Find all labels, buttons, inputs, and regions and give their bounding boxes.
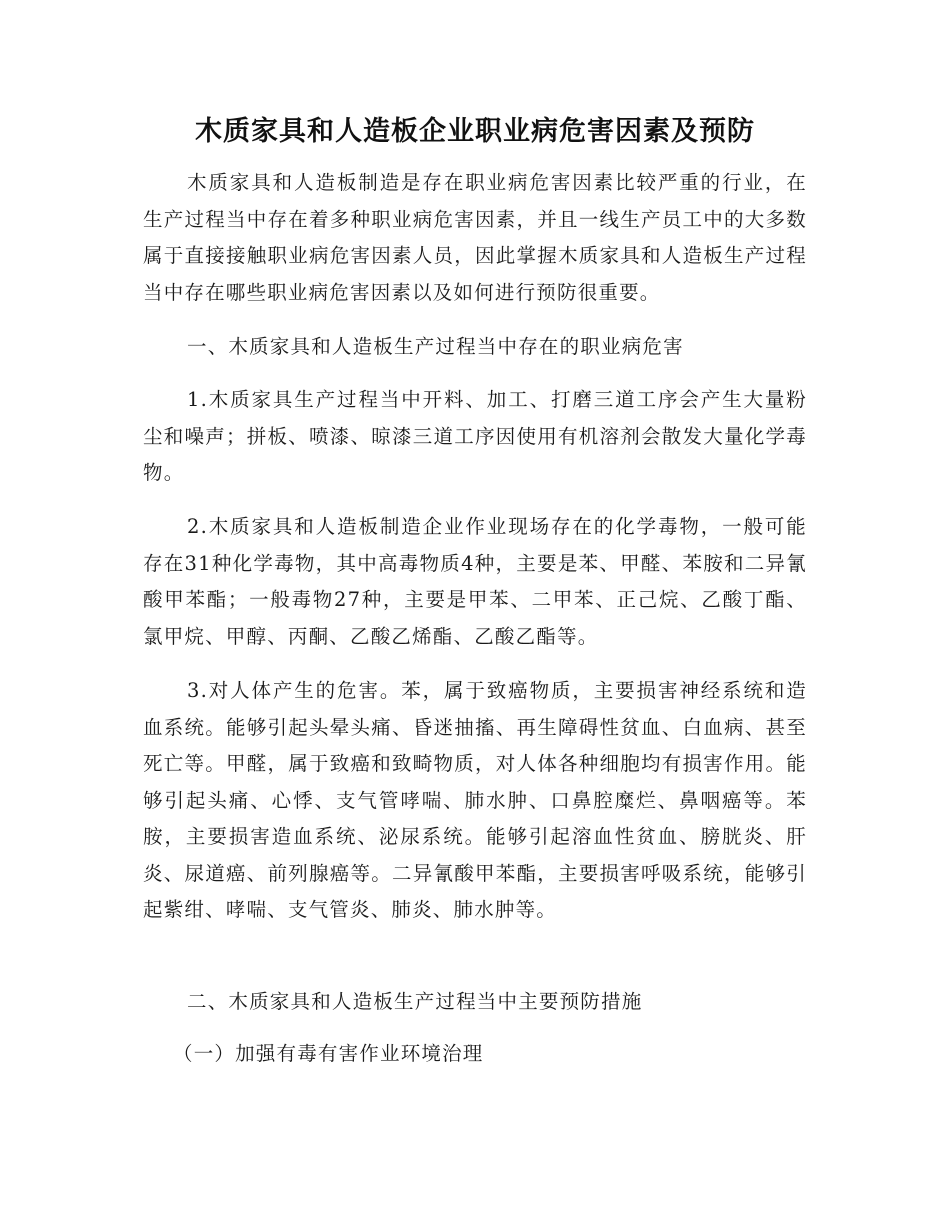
section1-heading: 一、木质家具和人造板生产过程当中存在的职业病危害 (187, 335, 684, 358)
item1-paragraph: 1.木质家具生产过程当中开料、加工、打磨三道工序会产生大量粉尘和噪声；拼板、喷漆、晾漆三道工序因使用有机溶剂会散发大量化学毒物。 (143, 388, 807, 484)
document-title: 木质家具和人造板企业职业病危害因素及预防 (195, 116, 755, 147)
intro-paragraph: 木质家具和人造板制造是存在职业病危害因素比较严重的行业，在生产过程当中存在着多种职业病危害因素，并且一线生产员工中的大多数属于直接接触职业病危害因素人员，因此掌握木质家具和人造板生产过程当中存在哪些职业病危害因素以及如何进行预防很重要。 (143, 171, 807, 304)
item3-paragraph: 3.对人体产生的危害。苯，属于致癌物质，主要损害神经系统和造血系统。能够引起头晕头痛、昏迷抽搐、再生障碍性贫血、白血病、甚至死亡等。甲醛，属于致癌和致畸物质，对人体各种细胞均有损害作用。能够引起头痛、心悸、支气管哮喘、肺水肿、口鼻腔糜烂、鼻咽癌等。苯胺，主要损害造血系统、泌尿系统。能够引起溶血性贫血、膀胱炎、肝炎、尿道癌、前列腺癌等。二异氰酸甲苯酯，主要损害呼吸系统，能够引起紫绀、哮喘、支气管炎、肺炎、肺水肿等。 (143, 679, 807, 921)
item2-paragraph: 2.木质家具和人造板制造企业作业现场存在的化学毒物，一般可能存在31种化学毒物，其中高毒物质4种，主要是苯、甲醛、苯胺和二异氰酸甲苯酯；一般毒物27种，主要是甲苯、二甲苯、正己烷、乙酸丁酯、氯甲烷、甲醇、丙酮、乙酸乙烯酯、乙酸乙酯等。 (143, 515, 807, 648)
subsection1-heading: （一）加强有毒有害作业环境治理 (173, 1042, 484, 1065)
section2-heading: 二、木质家具和人造板生产过程当中主要预防措施 (187, 990, 643, 1013)
